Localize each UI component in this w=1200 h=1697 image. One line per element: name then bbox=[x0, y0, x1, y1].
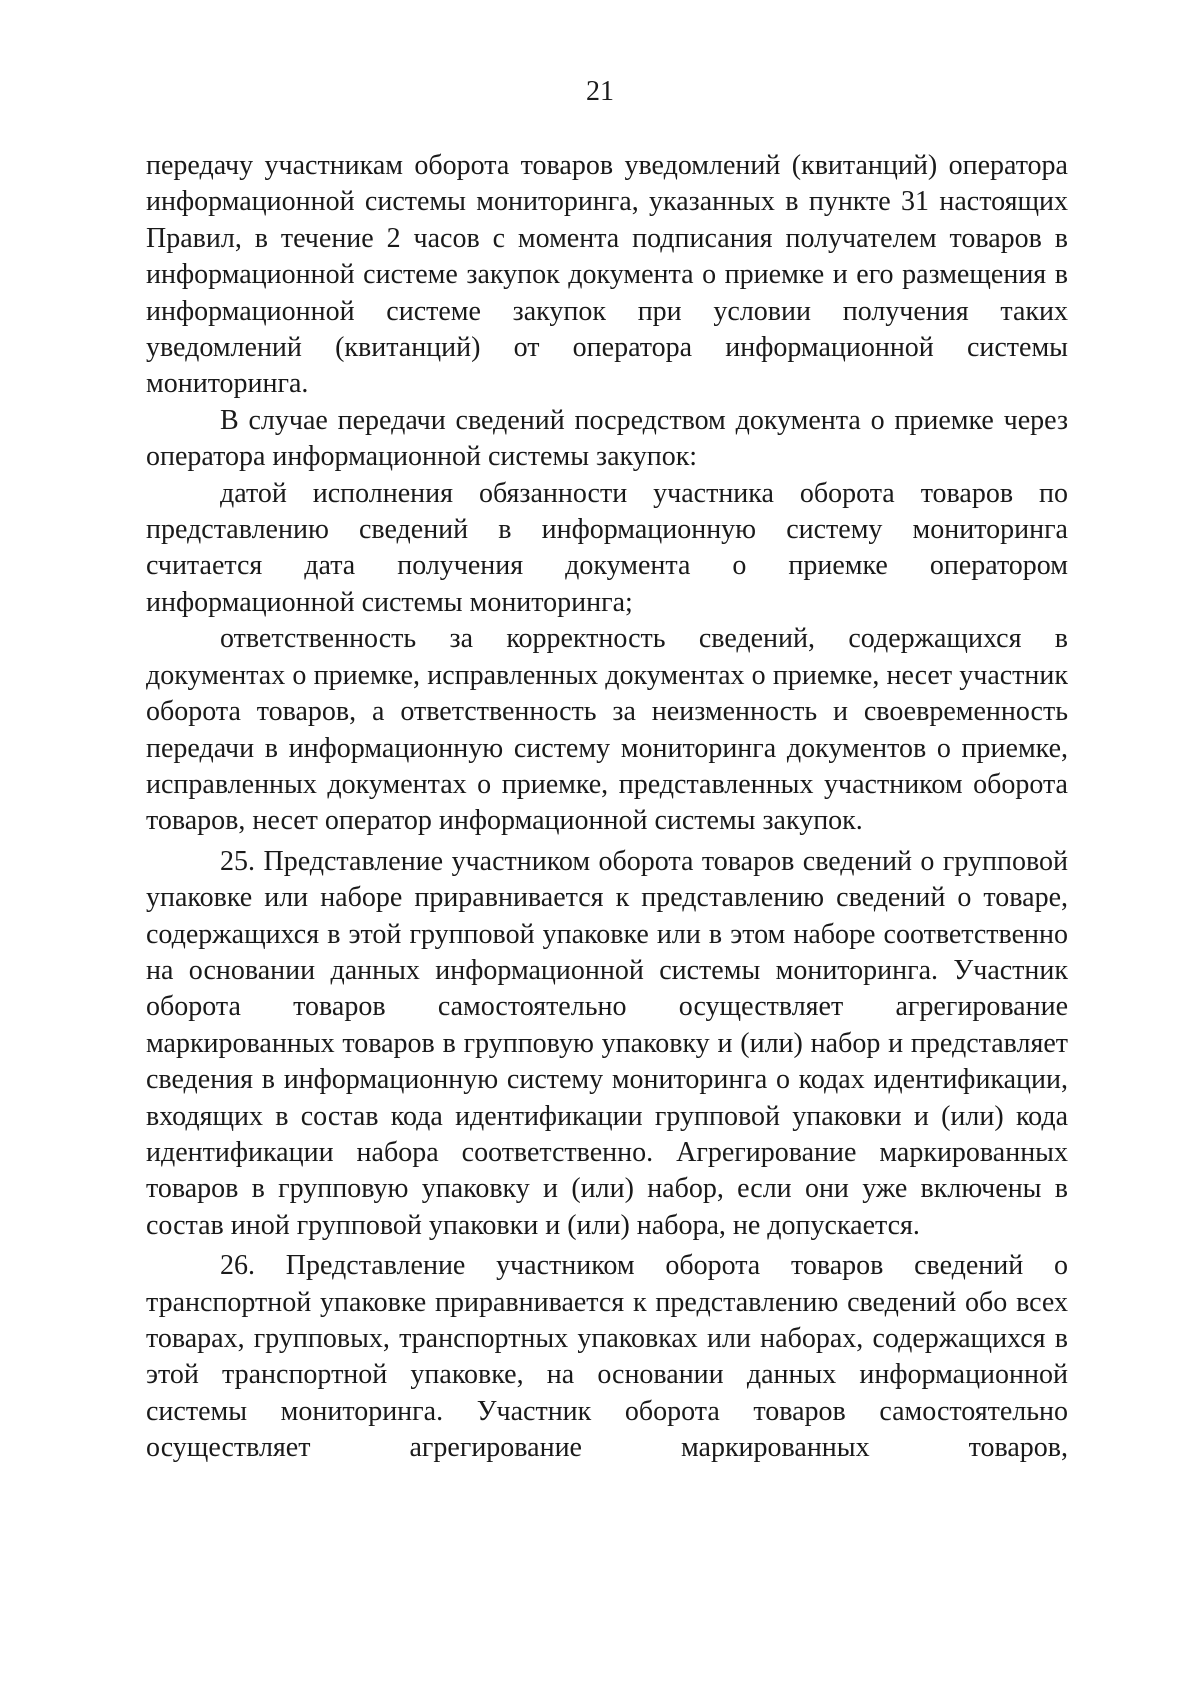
page-number: 21 bbox=[586, 76, 614, 107]
paragraph-item-25: 25. Представление участником оборота товаров сведений о групповой упаковке или наборе приравнивается к представлению сведений о товаре, содержащихся в этой групповой упаковке или в этом наборе соответственно на основании данных информационной системы мониторинга. Участник оборота товаров самостоятельно осуществляет агрегирование маркированных товаров в групповую упаковку и (или) набор и представляет сведения в информационную систему мониторинга о кодах идентификации, входящих в состав кода идентификации групповой упаковки и (или) кода идентификации набора соответственно. Агрегирование маркированных товаров в групповую упаковку и (или) набор, если они уже включены в состав иной групповой упаковки и (или) набора, не допускается. bbox=[146, 845, 1068, 1241]
body-text bbox=[146, 148, 1068, 1467]
paragraph-execution-date: датой исполнения обязанности участника оборота товаров по представлению сведений в информационную систему мониторинга считается дата получения документа о приемке оператором информационной системы мониторинга; bbox=[146, 477, 1068, 618]
paragraph-continued: передачу участникам оборота товаров уведомлений (квитанций) оператора информационной системы мониторинга, указанных в пункте 31 настоящих Правил, в течение 2 часов с момента подписания получателем товаров в информационной системе закупок документа о приемке и его размещения в информационной системе закупок при условии получения таких уведомлений (квитанций) от оператора информационной системы мониторинга. bbox=[146, 150, 1068, 400]
paragraph-item-26: 26. Представление участником оборота товаров сведений о транспортной упаковке приравнивается к представлению сведений обо всех товарах, групповых, транспортных упаковках или наборах, содержащихся в этой транспортной упаковке, на основании данных информационной системы мониторинга. Участник оборота товаров самостоятельно осуществляет агрегирование маркированных товаров, bbox=[146, 1250, 1068, 1464]
paragraph-responsibility: ответственность за корректность сведений, содержащихся в документах о приемке, исправленных документах о приемке, несет участник оборота товаров, а ответственность за неизменность и своевременность передачи в информационную систему мониторинга документов о приемке, исправленных документах о приемке, представленных участником оборота товаров, несет оператор информационной системы закупок. bbox=[146, 623, 1068, 837]
paragraph-procurement-intro: В случае передачи сведений посредством документа о приемке через оператора информационной системы закупок: bbox=[146, 404, 1068, 473]
